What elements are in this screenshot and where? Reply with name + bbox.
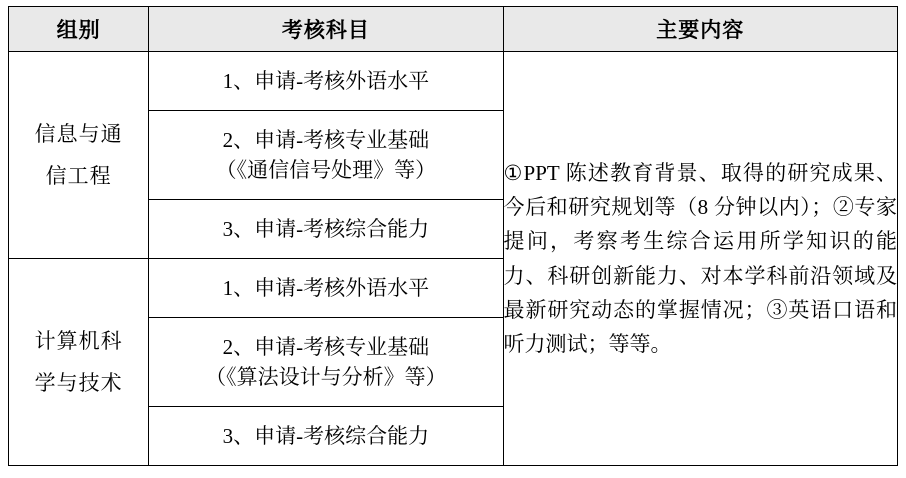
table-body xyxy=(9,52,898,466)
table-row xyxy=(9,52,898,111)
column-header-group: 组别 xyxy=(9,7,149,52)
subject-line1: 2、申请-考核专业基础 xyxy=(222,127,430,152)
subject-cell xyxy=(149,111,503,200)
group-name-line2: 学与技术 xyxy=(34,371,123,395)
subject-line2: （《通信信号处理》等） xyxy=(215,158,437,182)
subject-line1: 3、申请-考核综合能力 xyxy=(222,216,430,241)
subject-cell xyxy=(149,318,503,407)
group-name-line2: 信工程 xyxy=(45,164,112,188)
exam-requirements-table xyxy=(8,6,898,466)
subject-cell xyxy=(149,259,503,318)
group-cell-info-comm xyxy=(9,52,149,259)
main-content-text: ①PPT 陈述教育背景、取得的研究成果、今后和研究规划等（8 分钟以内）；②专家提问，考察考生综合运用所学知识的能力、科研创新能力、对本学科前沿领域及最新研究动态的掌握情况；③英语口语和听力测试；等等。 xyxy=(503,161,897,356)
subject-cell xyxy=(149,407,503,466)
group-name-line1: 信息与通 xyxy=(34,122,123,146)
table-header-row xyxy=(9,7,898,52)
subject-cell xyxy=(149,52,503,111)
group-name-line1: 计算机科 xyxy=(34,329,123,353)
table-header xyxy=(9,7,898,52)
subject-line1: 2、申请-考核专业基础 xyxy=(222,334,430,359)
main-content-cell xyxy=(503,52,897,466)
group-cell-computer-science xyxy=(9,259,149,466)
column-header-subject: 考核科目 xyxy=(149,7,503,52)
column-header-content: 主要内容 xyxy=(503,7,897,52)
subject-line1: 1、申请-考核外语水平 xyxy=(222,275,430,300)
subject-line1: 1、申请-考核外语水平 xyxy=(222,68,430,93)
subject-line1: 3、申请-考核综合能力 xyxy=(222,423,430,448)
subject-line2: （《算法设计与分析》等） xyxy=(205,365,447,389)
subject-cell xyxy=(149,200,503,259)
